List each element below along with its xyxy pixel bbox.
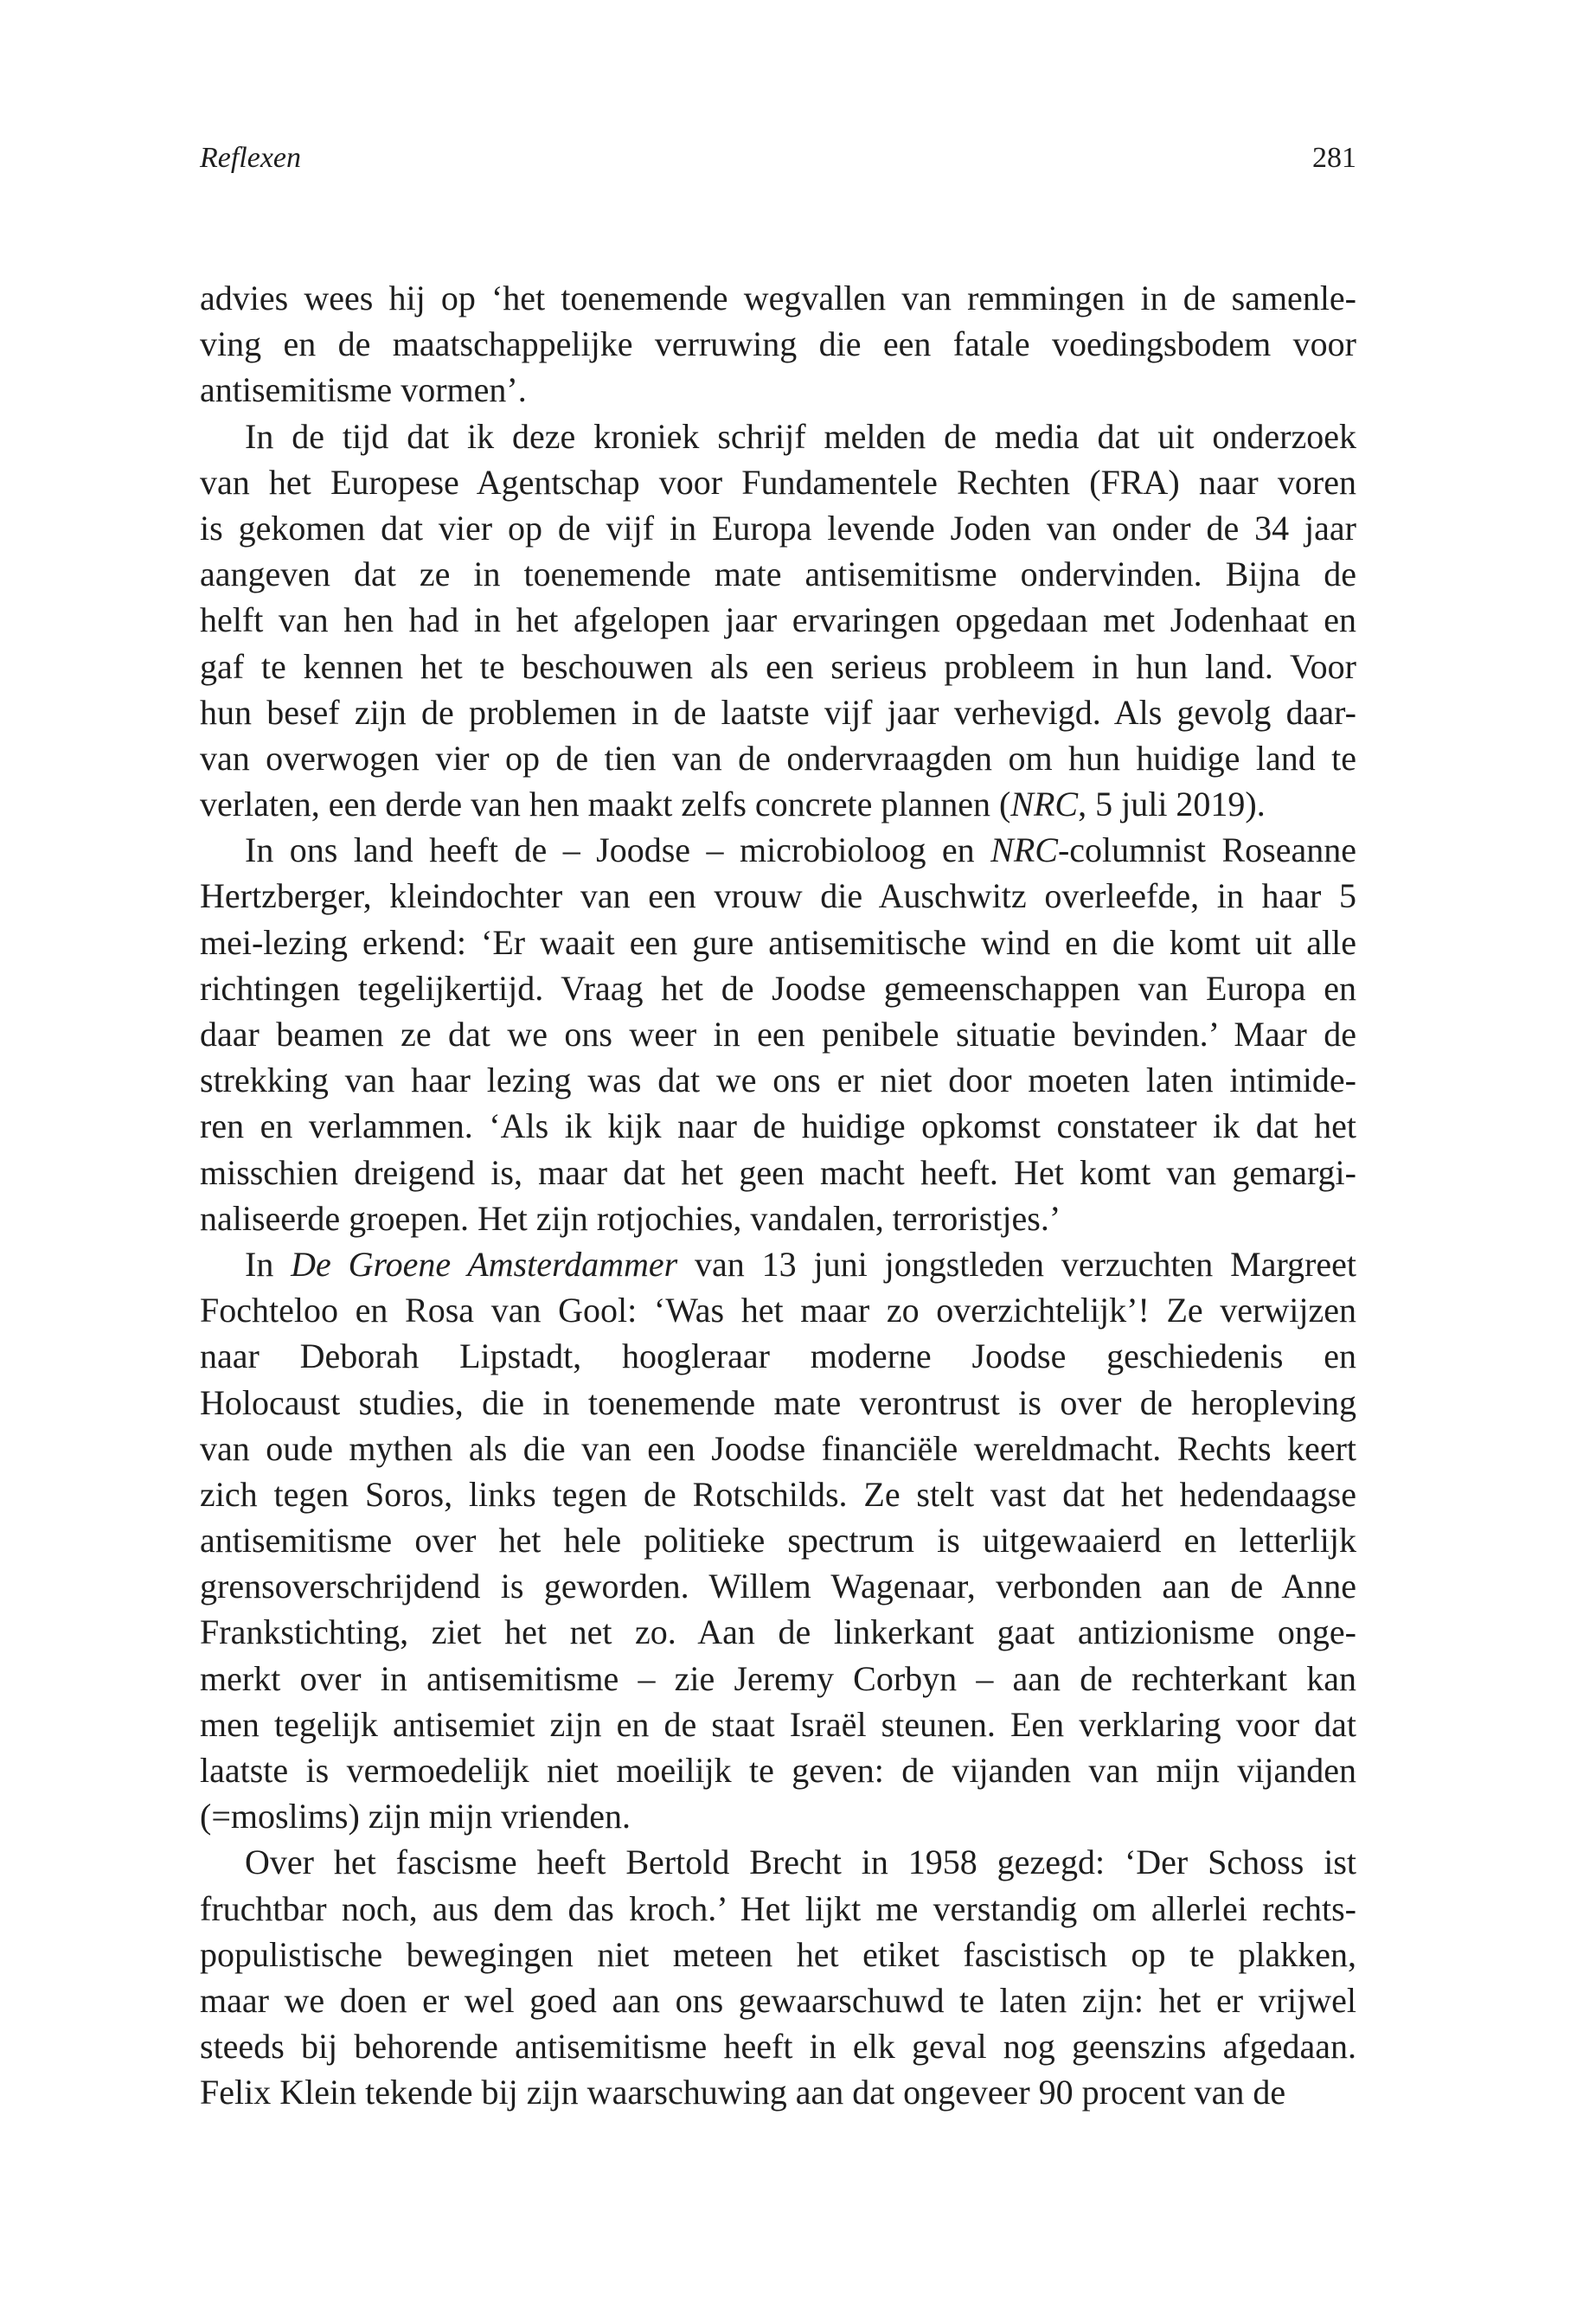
text-segment: Holocaust studies, die in toenemende mate verontrust is over de heropleving bbox=[200, 1382, 1356, 1422]
text-line bbox=[200, 1932, 1356, 1977]
text-line bbox=[200, 1471, 1356, 1517]
text-segment: Over het fascisme heeft Bertold Brecht in 1958 gezegd: ‘Der Schoss ist bbox=[245, 1843, 1356, 1882]
text-line bbox=[200, 275, 1356, 321]
text-segment: Frankstichting, ziet het net zo. Aan de linkerkant gaat antizionisme onge- bbox=[200, 1612, 1356, 1652]
text-line bbox=[200, 1793, 1356, 1839]
text-segment: van overwogen vier op de tien van de ondervraagden om hun huidige land te bbox=[200, 738, 1356, 778]
text-segment: (=moslims) zijn mijn vrienden. bbox=[200, 1797, 631, 1836]
text-segment: hun besef zijn de problemen in de laatste vijf jaar verhevigd. Als gevolg daar- bbox=[200, 692, 1356, 732]
text-segment: In ons land heeft de – Joodse – microbioloog en bbox=[245, 830, 991, 870]
text-segment: naar Deborah Lipstadt, hoogleraar moderne Joodse geschiedenis en bbox=[200, 1336, 1356, 1376]
paragraph bbox=[200, 827, 1356, 1241]
text-segment: van het Europese Agentschap voor Fundamentele Rechten (FRA) naar voren bbox=[200, 462, 1356, 502]
text-line bbox=[200, 920, 1356, 965]
text-segment: Hertzberger, kleindochter van een vrouw die Auschwitz overleefde, in haar 5 bbox=[200, 876, 1356, 916]
text-segment: zich tegen Soros, links tegen de Rotschilds. Ze stelt vast dat het hedendaagse bbox=[200, 1474, 1356, 1514]
paragraph bbox=[200, 1241, 1356, 1839]
text-line bbox=[200, 1380, 1356, 1426]
text-line bbox=[200, 413, 1356, 459]
text-segment: misschien dreigend is, maar dat het geen macht heeft. Het komt van gemargi- bbox=[200, 1152, 1356, 1192]
text-line bbox=[200, 827, 1356, 873]
text-segment: grensoverschrijdend is geworden. Willem Wagenaar, verbonden aan de Anne bbox=[200, 1567, 1356, 1606]
text-line bbox=[200, 689, 1356, 735]
text-segment: populistische bewegingen niet meteen het etiket fascistisch op te plakken, bbox=[200, 1934, 1356, 1974]
text-line bbox=[200, 367, 1356, 413]
text-line bbox=[200, 1656, 1356, 1702]
text-segment: verlaten, een derde van hen maakt zelfs concrete plannen ( bbox=[200, 785, 1011, 824]
text-line bbox=[200, 1011, 1356, 1057]
text-segment: ving en de maatschappelijke verruwing die een fatale voedingsbodem voor bbox=[200, 324, 1356, 364]
text-line bbox=[200, 321, 1356, 367]
text-line bbox=[200, 1426, 1356, 1471]
text-line bbox=[200, 1886, 1356, 1932]
italic-title: De Groene Amsterdammer bbox=[291, 1244, 678, 1284]
italic-title: NRC bbox=[990, 830, 1058, 870]
text-line bbox=[200, 459, 1356, 505]
text-line bbox=[200, 644, 1356, 689]
text-line bbox=[200, 1333, 1356, 1379]
text-segment: In bbox=[245, 1244, 292, 1284]
text-line bbox=[200, 551, 1356, 597]
text-line bbox=[200, 1977, 1356, 2023]
text-line bbox=[200, 735, 1356, 781]
text-line bbox=[200, 1702, 1356, 1747]
page-number: 281 bbox=[1312, 142, 1356, 174]
text-line bbox=[200, 505, 1356, 551]
text-segment: advies wees hij op ‘het toenemende wegvallen van remmingen in de samenle- bbox=[200, 279, 1356, 317]
text-line bbox=[200, 781, 1356, 827]
text-segment: merkt over in antisemitisme – zie Jeremy Corbyn – aan de rechterkant kan bbox=[200, 1658, 1356, 1698]
text-line bbox=[200, 597, 1356, 643]
text-line bbox=[200, 1241, 1356, 1287]
paragraph bbox=[200, 1839, 1356, 2115]
page-header bbox=[200, 137, 1356, 180]
text-segment: maar we doen er wel goed aan ons gewaarschuwd te laten zijn: het er vrijwel bbox=[200, 1980, 1356, 2020]
text-segment: men tegelijk antisemiet zijn en de staat Israël steunen. Een verklaring voor dat bbox=[200, 1704, 1356, 1744]
text-line bbox=[200, 1150, 1356, 1195]
text-segment: aangeven dat ze in toenemende mate antisemitisme ondervinden. Bijna de bbox=[200, 554, 1356, 594]
text-line bbox=[200, 2023, 1356, 2069]
text-segment: naliseerde groepen. Het zijn rotjochies, vandalen, terroristjes.’ bbox=[200, 1198, 1061, 1238]
text-segment: In de tijd dat ik deze kroniek schrijf melden de media dat uit onderzoek bbox=[245, 416, 1356, 456]
text-segment: richtingen tegelijkertijd. Vraag het de Joodse gemeenschappen van Europa en bbox=[200, 968, 1356, 1008]
text-line bbox=[200, 1517, 1356, 1563]
text-segment: Fochteloo en Rosa van Gool: ‘Was het maar zo overzichtelijk’! Ze verwijzen bbox=[200, 1291, 1356, 1330]
text-segment: gaf te kennen het te beschouwen als een serieus probleem in hun land. Voor bbox=[200, 646, 1356, 686]
text-line bbox=[200, 1609, 1356, 1655]
paragraph bbox=[200, 413, 1356, 828]
text-line bbox=[200, 1563, 1356, 1609]
text-segment: is gekomen dat vier op de vijf in Europa levende Joden van onder de 34 jaar bbox=[200, 508, 1356, 548]
text-line bbox=[200, 1057, 1356, 1103]
text-segment: antisemitisme over het hele politieke spectrum is uitgewaaierd en letterlijk bbox=[200, 1521, 1356, 1561]
text-segment: strekking van haar lezing was dat we ons er niet door moeten laten intimide- bbox=[200, 1061, 1356, 1100]
text-segment: mei-lezing erkend: ‘Er waait een gure antisemitische wind en die komt uit alle bbox=[200, 922, 1356, 962]
body-text bbox=[200, 275, 1356, 2116]
text-line bbox=[200, 1195, 1356, 1241]
text-segment: -columnist Roseanne bbox=[1057, 830, 1356, 870]
text-line bbox=[200, 1287, 1356, 1333]
text-line bbox=[200, 965, 1356, 1011]
text-segment: , 5 juli 2019). bbox=[1078, 785, 1266, 824]
text-segment: laatste is vermoedelijk niet moeilijk te geven: de vijanden van mijn vijanden bbox=[200, 1751, 1356, 1790]
paragraph bbox=[200, 275, 1356, 413]
running-head: Reflexen bbox=[200, 142, 302, 174]
text-line bbox=[200, 873, 1356, 919]
text-line bbox=[200, 1747, 1356, 1793]
text-segment: fruchtbar noch, aus dem das kroch.’ Het lijkt me verstandig om allerlei rechts- bbox=[200, 1888, 1356, 1928]
text-segment: Felix Klein tekende bij zijn waarschuwing aan dat ongeveer 90 procent van de bbox=[200, 2073, 1286, 2112]
text-line bbox=[200, 2069, 1356, 2115]
text-segment: van 13 juni jongstleden verzuchten Margreet bbox=[677, 1244, 1356, 1284]
text-segment: steeds bij behorende antisemitisme heeft in elk geval nog geenszins afgedaan. bbox=[200, 2027, 1356, 2067]
text-segment: ren en verlammen. ‘Als ik kijk naar de huidige opkomst constateer ik dat het bbox=[200, 1106, 1356, 1146]
text-line bbox=[200, 1839, 1356, 1885]
text-segment: helft van hen had in het afgelopen jaar ervaringen opgedaan met Jodenhaat en bbox=[200, 600, 1356, 640]
italic-title: NRC bbox=[1010, 785, 1079, 824]
text-segment: antisemitisme vormen’. bbox=[200, 370, 527, 410]
text-segment: daar beamen ze dat we ons weer in een penibele situatie bevinden.’ Maar de bbox=[200, 1015, 1356, 1054]
text-segment: van oude mythen als die van een Joodse financiële wereldmacht. Rechts keert bbox=[200, 1428, 1356, 1468]
text-line bbox=[200, 1103, 1356, 1149]
